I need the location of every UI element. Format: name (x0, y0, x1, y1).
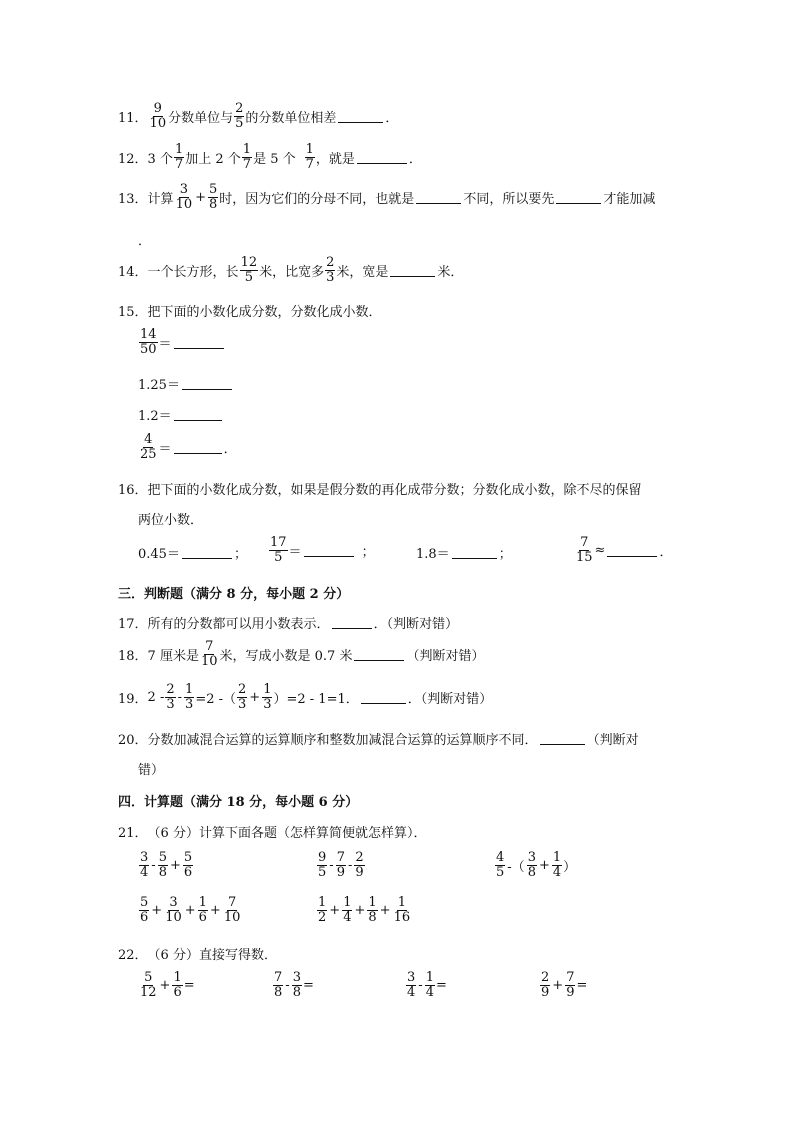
answer-blank[interactable] (390, 264, 435, 277)
answer-blank[interactable] (174, 441, 222, 454)
question-20-wrap: 错） (138, 763, 165, 778)
fraction: $\frac{3}{8}$ (527, 850, 536, 880)
question-number: 11． (118, 110, 148, 126)
answer-blank[interactable] (556, 191, 601, 204)
question-number: 12． (118, 151, 148, 167)
answer-blank[interactable] (354, 648, 404, 661)
fraction: $\frac{3}{4}$ (140, 850, 149, 880)
question-15d: $\frac{4}{25}$ ＝ ． (140, 432, 237, 462)
fraction: $\frac{9}{10}$ (149, 101, 167, 131)
answer-blank[interactable] (416, 191, 461, 204)
question-16: 16． 把下面的小数化成分数，如果是假分数的再化成带分数；分数化成小数，除不尽的保留 (118, 479, 642, 498)
fraction: $\frac{12}{5}$ (240, 255, 258, 285)
fraction: $\frac{7}{9}$ (566, 970, 575, 1000)
fraction: $\frac{1}{2}$ (318, 895, 327, 925)
fraction: $\frac{2}{3}$ (166, 682, 175, 712)
question-16c: 1.8＝ ； (416, 547, 512, 562)
question-number: 19． (118, 691, 148, 707)
question-15: 15． 把下面的小数化成分数，分数化成小数． (118, 301, 382, 320)
answer-blank[interactable] (174, 408, 222, 421)
question-22: 22． （6 分）直接写得数． (118, 944, 277, 963)
fraction: $\frac{1}{7}$ (305, 142, 314, 172)
question-16b: $\frac{17}{5}$ ＝ ； (270, 535, 375, 565)
question-20: 20． 分数加减混合运算的运算顺序和整数加减混合运算的运算顺序不同． （判断对 (118, 729, 639, 748)
question-number: 21． (118, 826, 148, 841)
question-11: 11． $\frac{9}{10}$ 分数单位与 $\frac{2}{5}$ 的分数单位相差 ． (118, 101, 399, 131)
fraction: $\frac{7}{10}$ (223, 895, 241, 925)
question-16-wrap: 两位小数． (138, 513, 204, 528)
fraction: $\frac{1}{4}$ (552, 850, 562, 880)
q22-expr-3: $\frac{3}{4}$ - $\frac{1}{4}$ = (407, 970, 447, 1000)
question-16d: $\frac{7}{15}$ ≈ ． (576, 535, 673, 565)
answer-blank[interactable] (174, 336, 224, 349)
question-12: 12． 3 个 $\frac{1}{7}$ 加上 2 个 $\frac{1}{7}$ 是 5 个 $\frac{1}{7}$ ，就是 ． (118, 142, 422, 172)
question-number: 20． (118, 733, 148, 748)
fraction: $\frac{4}{5}$ (496, 850, 505, 880)
section-3-heading: 三．判断题（满分 8 分，每小题 2 分） (118, 587, 350, 602)
question-number: 22． (118, 948, 148, 963)
fraction: $\frac{1}{16}$ (393, 895, 411, 925)
answer-blank[interactable] (182, 377, 232, 390)
fraction: $\frac{7}{8}$ (274, 970, 283, 1000)
fraction: $\frac{5}{8}$ (158, 850, 167, 880)
question-17: 17． 所有的分数都可以用小数表示． ．（判断对错） (118, 613, 458, 632)
q21-expr-5: $\frac{1}{2}$ + $\frac{1}{4}$ + $\frac{1}{8}$ + $\frac{1}{16}$ (318, 895, 411, 925)
question-14: 14． 一个长方形，长 $\frac{12}{5}$ 米，比宽多 $\frac{2}{3}$ 米，宽是 米． (118, 255, 464, 285)
fraction: $\frac{1}{8}$ (368, 895, 377, 925)
q22-expr-4: $\frac{2}{9}$ + $\frac{7}{9}$ = (541, 970, 588, 1000)
fraction: $\frac{2}{5}$ (235, 101, 244, 131)
q21-expr-1: $\frac{3}{4}$ - $\frac{5}{8}$ + $\frac{5}{6}$ (140, 850, 193, 880)
fraction: $\frac{1}{6}$ (173, 970, 182, 1000)
answer-blank[interactable] (357, 151, 407, 164)
fraction: $\frac{3}{8}$ (292, 970, 301, 1000)
fraction: $\frac{5}{8}$ (209, 182, 218, 212)
answer-blank[interactable] (332, 616, 372, 629)
answer-blank[interactable] (452, 546, 497, 559)
question-15c: 1.2＝ (138, 405, 224, 424)
question-18: 18． 7 厘米是 $\frac{7}{10}$ 米，写成小数是 0.7 米 （判断对错） (118, 639, 485, 669)
question-21: 21． （6 分）计算下面各题（怎样算简便就怎样算）． (118, 822, 426, 841)
q21-expr-4: $\frac{5}{6}$ + $\frac{3}{10}$ + $\frac{1}{6}$ + $\frac{7}{10}$ (140, 895, 241, 925)
q21-expr-3: $\frac{4}{5}$ -（ $\frac{3}{8}$ + $\frac{1}{4}$ ） (496, 850, 577, 880)
question-13-wrap: ． (138, 234, 152, 249)
fraction: $\frac{1}{6}$ (198, 895, 207, 925)
fraction: $\frac{1}{3}$ (185, 682, 194, 712)
question-15a: $\frac{14}{50}$ ＝ (138, 328, 226, 356)
fraction: $\frac{1}{4}$ (343, 895, 352, 925)
fraction: $\frac{2}{3}$ (326, 255, 335, 285)
q21-expr-2: $\frac{9}{5}$ - $\frac{7}{9}$ - $\frac{2}{9}$ (318, 850, 364, 880)
fraction: $\frac{17}{5}$ (270, 535, 287, 565)
section-4-heading: 四．计算题（满分 18 分，每小题 6 分） (118, 795, 359, 810)
fraction: $\frac{1}{7}$ (174, 142, 184, 172)
answer-blank[interactable] (540, 732, 585, 745)
question-number: 14． (118, 264, 148, 280)
fraction: $\frac{2}{9}$ (541, 970, 550, 1000)
answer-blank[interactable] (361, 691, 406, 704)
question-13: 13． 计算 $\frac{3}{10}$ + $\frac{5}{8}$ 时，因为它们的分母不同，也就是 不同，所以要先 才能加减 (118, 182, 656, 212)
answer-blank[interactable] (182, 546, 232, 559)
fraction: $\frac{14}{50}$ (140, 327, 157, 357)
fraction: $\frac{9}{5}$ (318, 850, 327, 880)
fraction: $\frac{2}{9}$ (355, 850, 364, 880)
fraction: $\frac{2}{3}$ (238, 682, 247, 712)
q22-expr-1: $\frac{5}{12}$ + $\frac{1}{6}$ = (140, 970, 195, 1000)
question-number: 18． (118, 648, 148, 664)
question-number: 17． (118, 617, 148, 632)
fraction: $\frac{3}{4}$ (407, 970, 416, 1000)
answer-blank[interactable] (607, 544, 657, 557)
fraction: $\frac{3}{10}$ (175, 182, 193, 212)
fraction: $\frac{4}{25}$ (140, 432, 157, 462)
fraction: $\frac{3}{10}$ (165, 895, 182, 925)
fraction: $\frac{7}{10}$ (200, 639, 218, 669)
question-number: 15． (118, 305, 148, 320)
question-16a: 0.45＝ ； (138, 547, 247, 562)
question-15b: 1.25＝ (138, 374, 234, 393)
question-19: 19． 2 - $\frac{2}{3}$ - $\frac{1}{3}$ =2 -（ $\frac{2}{3}$ + $\frac{1}{3}$ ）=2 - 1=1． ．（判断对错） (118, 682, 493, 712)
fraction: $\frac{7}{9}$ (336, 850, 345, 880)
answer-blank[interactable] (304, 544, 354, 557)
question-number: 13． (118, 191, 148, 207)
fraction: $\frac{5}{6}$ (183, 850, 193, 880)
fraction: $\frac{1}{7}$ (242, 142, 252, 172)
question-number: 16． (118, 483, 148, 498)
fraction: $\frac{5}{12}$ (140, 970, 157, 1000)
fraction: $\frac{1}{3}$ (263, 682, 272, 712)
q22-expr-2: $\frac{7}{8}$ - $\frac{3}{8}$ = (274, 970, 314, 1000)
answer-blank[interactable] (338, 110, 383, 123)
fraction: $\frac{7}{15}$ (576, 535, 593, 565)
fraction: $\frac{1}{4}$ (425, 970, 434, 1000)
fraction: $\frac{5}{6}$ (140, 895, 149, 925)
